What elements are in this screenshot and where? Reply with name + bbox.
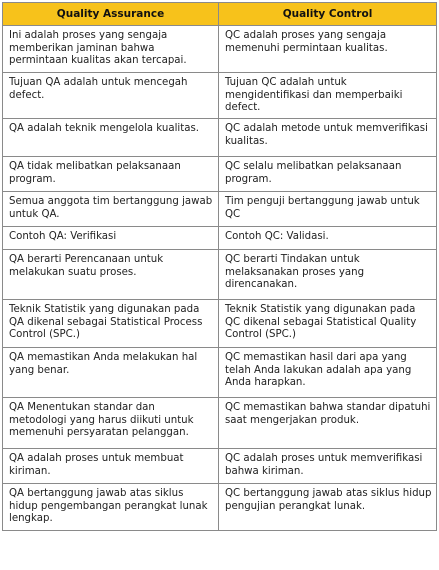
- qc-cell: QC memastikan bahwa standar dipatuhi saat mengerjakan produk.: [219, 398, 437, 449]
- qc-cell: QC memastikan hasil dari apa yang telah Anda lakukan adalah apa yang Anda harapkan.: [219, 348, 437, 398]
- table-row: [3, 398, 437, 449]
- qa-cell: Tujuan QA adalah untuk mencegah defect.: [3, 73, 219, 119]
- header-row: [3, 3, 437, 26]
- qa-vs-qc-table: [2, 2, 437, 531]
- table-row: [3, 449, 437, 484]
- qa-cell: QA adalah proses untuk membuat kiriman.: [3, 449, 219, 484]
- qa-cell: Ini adalah proses yang sengaja memberikan jaminan bahwa permintaan kualitas akan tercapai.: [3, 26, 219, 73]
- table-row: [3, 73, 437, 119]
- qc-cell: QC berarti Tindakan untuk melaksanakan proses yang direncanakan.: [219, 250, 437, 300]
- table-row: [3, 192, 437, 227]
- qa-cell: QA Menentukan standar dan metodologi yang harus diikuti untuk memenuhi persyaratan pelanggan.: [3, 398, 219, 449]
- table-row: [3, 348, 437, 398]
- header-quality-control: Quality Control: [219, 3, 437, 26]
- qc-cell: QC bertanggung jawab atas siklus hidup pengujian perangkat lunak.: [219, 484, 437, 531]
- qc-cell: QC selalu melibatkan pelaksanaan program.: [219, 157, 437, 192]
- table-row: [3, 119, 437, 157]
- qa-cell: Contoh QA: Verifikasi: [3, 227, 219, 250]
- table-row: [3, 157, 437, 192]
- qa-cell: QA bertanggung jawab atas siklus hidup pengembangan perangkat lunak lengkap.: [3, 484, 219, 531]
- qa-cell: QA memastikan Anda melakukan hal yang benar.: [3, 348, 219, 398]
- table-row: [3, 26, 437, 73]
- qc-cell: Tujuan QC adalah untuk mengidentifikasi dan memperbaiki defect.: [219, 73, 437, 119]
- qc-cell: Teknik Statistik yang digunakan pada QC dikenal sebagai Statistical Quality Control (SPC.): [219, 300, 437, 348]
- table-row: [3, 300, 437, 348]
- table-row: [3, 484, 437, 531]
- qc-cell: Contoh QC: Validasi.: [219, 227, 437, 250]
- qa-cell: Teknik Statistik yang digunakan pada QA dikenal sebagai Statistical Process Control (SPC.): [3, 300, 219, 348]
- qa-cell: QA berarti Perencanaan untuk melakukan suatu proses.: [3, 250, 219, 300]
- qc-cell: Tim penguji bertanggung jawab untuk QC: [219, 192, 437, 227]
- qa-cell: QA adalah teknik mengelola kualitas.: [3, 119, 219, 157]
- qc-cell: QC adalah metode untuk memverifikasi kualitas.: [219, 119, 437, 157]
- qa-cell: QA tidak melibatkan pelaksanaan program.: [3, 157, 219, 192]
- qc-cell: QC adalah proses untuk memverifikasi bahwa kiriman.: [219, 449, 437, 484]
- qa-cell: Semua anggota tim bertanggung jawab untuk QA.: [3, 192, 219, 227]
- table-row: [3, 250, 437, 300]
- table-row: [3, 227, 437, 250]
- qc-cell: QC adalah proses yang sengaja memenuhi permintaan kualitas.: [219, 26, 437, 73]
- header-quality-assurance: Quality Assurance: [3, 3, 219, 26]
